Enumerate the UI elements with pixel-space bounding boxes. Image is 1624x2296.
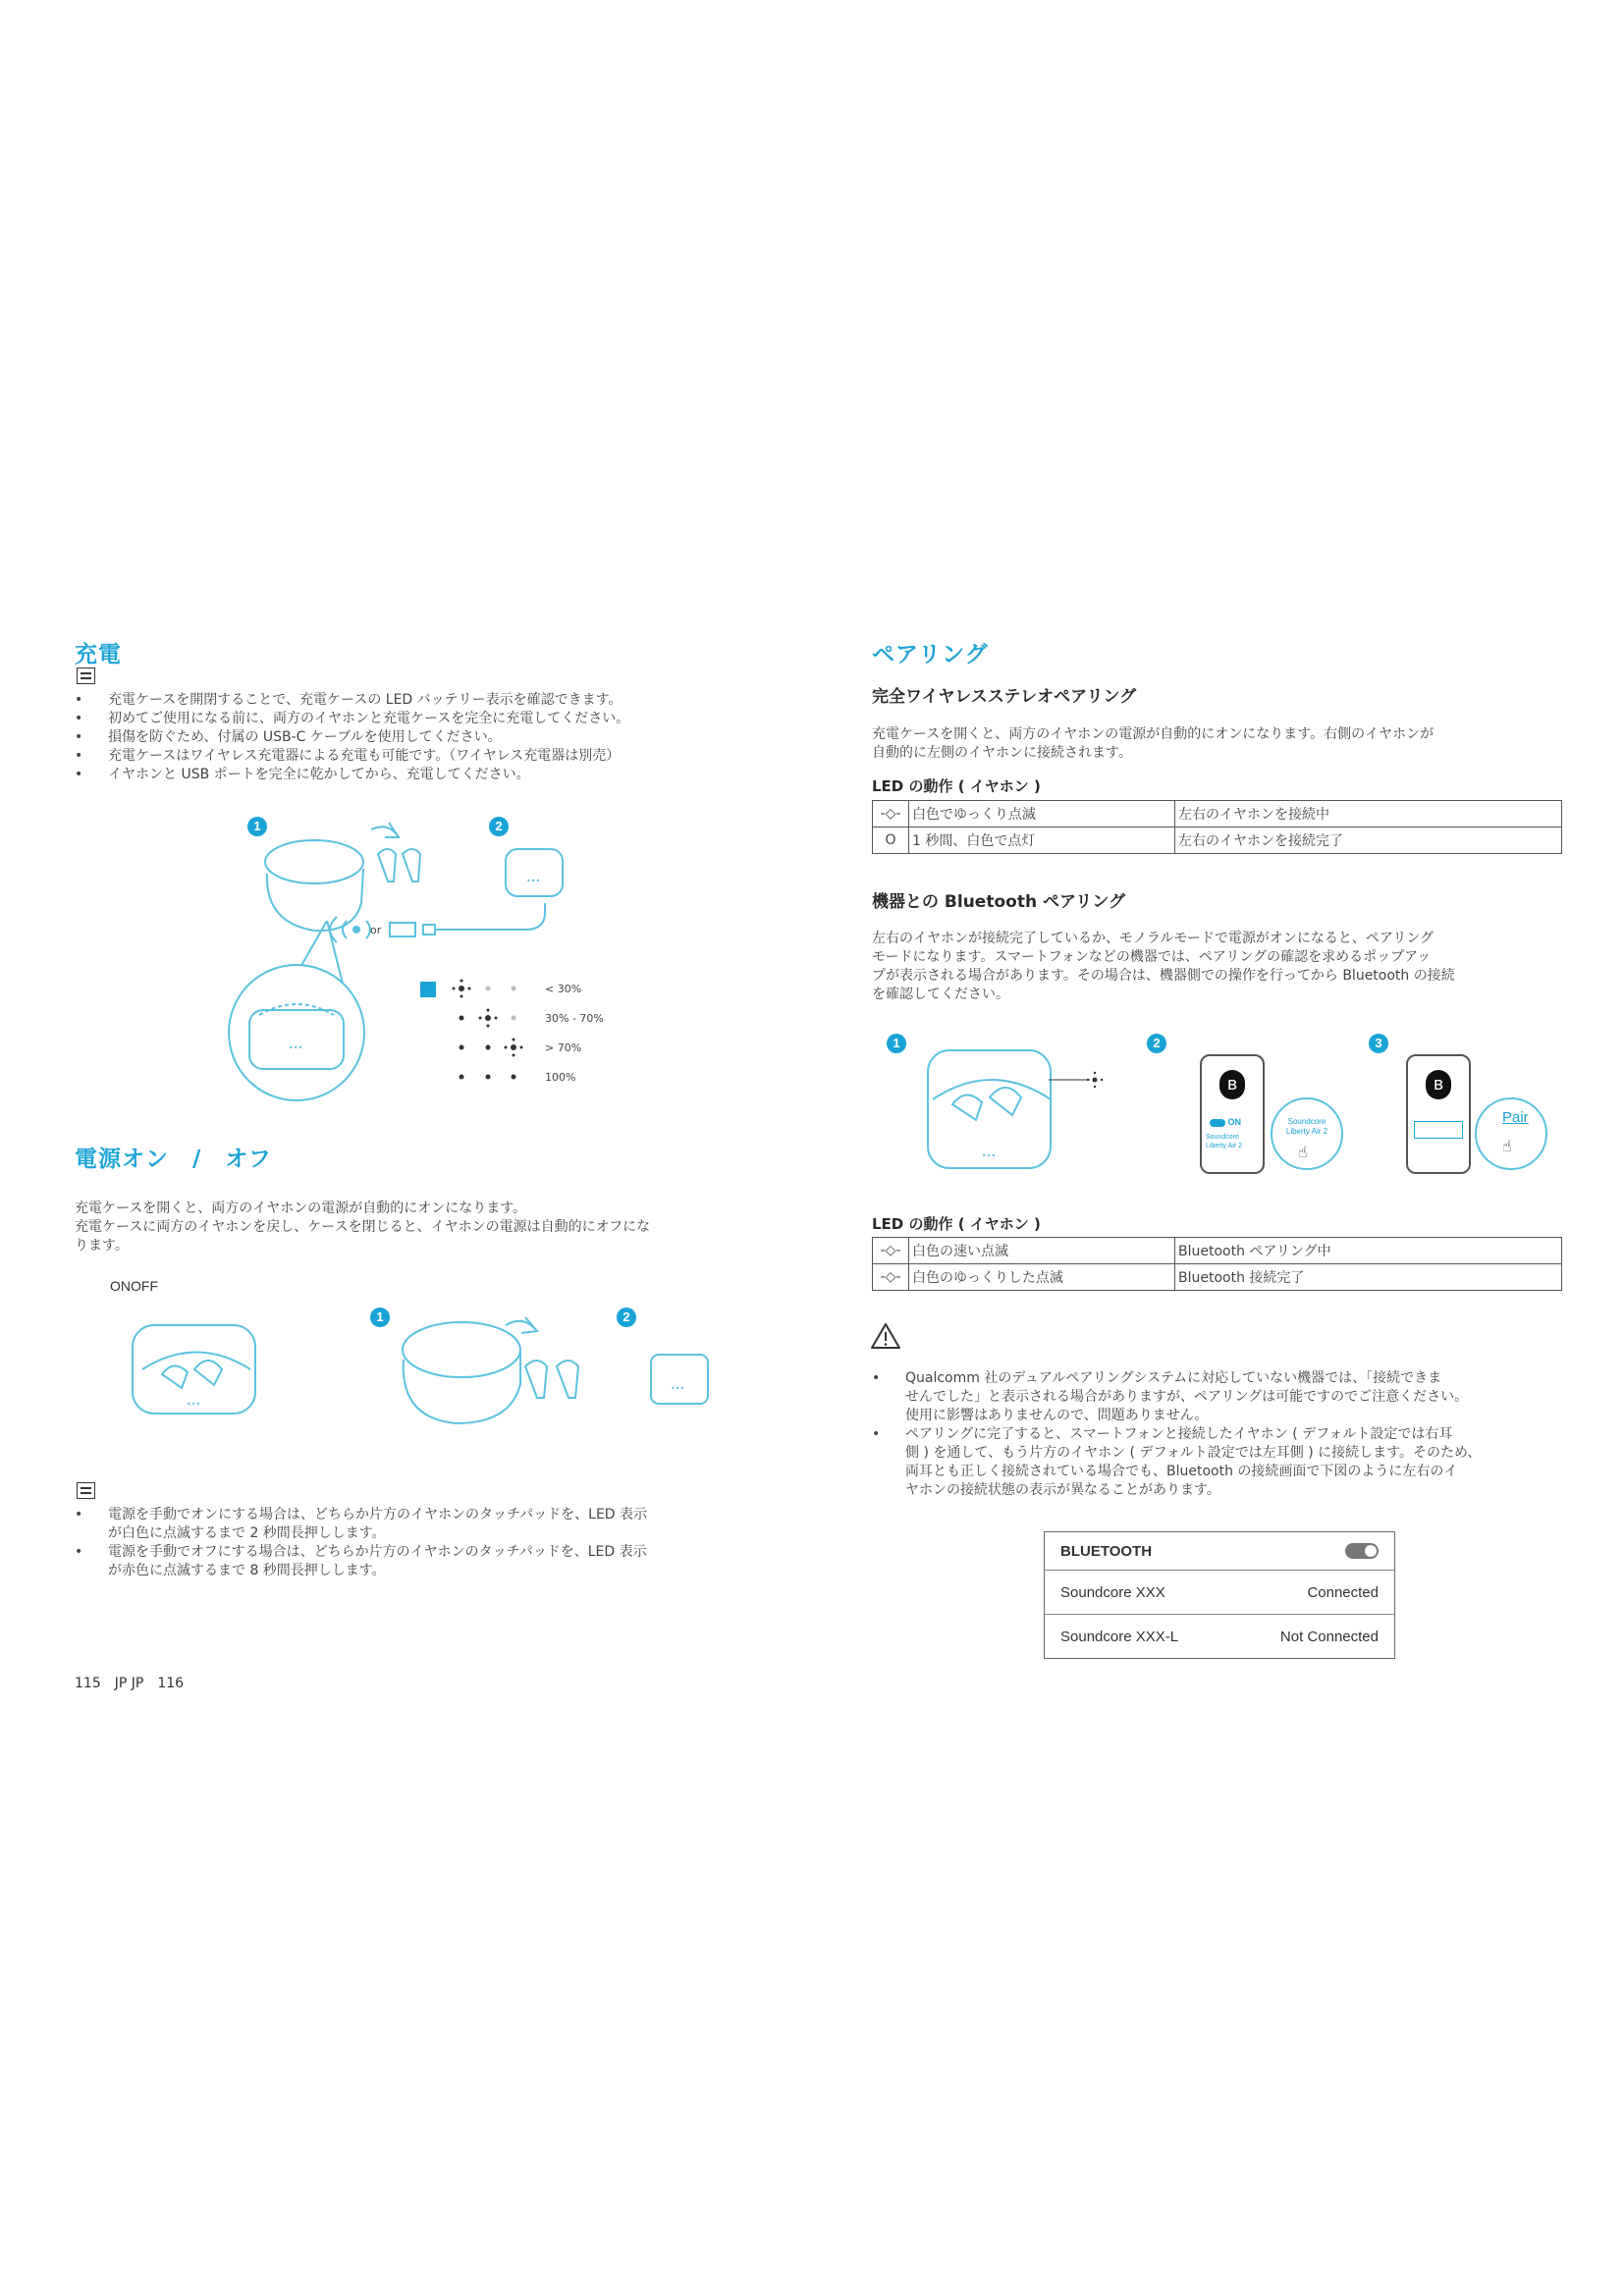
svg-text:•••: ••• xyxy=(671,1384,685,1393)
step-number: 2 xyxy=(1147,1034,1166,1053)
step-number: 1 xyxy=(887,1034,906,1053)
led-icon: -◇- xyxy=(873,1238,909,1264)
phone-illustration xyxy=(1200,1054,1265,1174)
bluetooth-header xyxy=(1045,1532,1394,1570)
led-state: 1 秒間、白色で点灯 xyxy=(909,828,1175,854)
step-number: 3 xyxy=(1369,1034,1388,1053)
device-status: Not Connected xyxy=(1279,1628,1379,1645)
bluetooth-on-label: ON xyxy=(1227,1117,1242,1127)
charging-notes xyxy=(75,691,782,784)
bluetooth-header-label: BLUETOOTH xyxy=(1060,1542,1153,1560)
tws-title: 完全ワイヤレスステレオペアリング xyxy=(872,687,1137,707)
case-open-earbuds-illustration xyxy=(128,1315,265,1423)
battery-level: < 30% xyxy=(545,983,582,995)
led-table-2 xyxy=(872,1237,1562,1291)
zoom-bubble xyxy=(1475,1097,1547,1170)
zoom-bubble xyxy=(1271,1097,1343,1170)
warning-icon xyxy=(870,1321,901,1351)
device-pairing-para: 左右のイヤホンが接続完了しているか、モノラルモードで電源がオンになると、ペアリング モードになります。スマートフォンなどの機器では、ペアリングの確認を求めるポップアッ プが表示される場合があります。その場合は、機器側での操作を行ってから Bluetooth の接続 を確認してください。 xyxy=(872,931,1455,1002)
device-name: Soundcore XXX-L xyxy=(1060,1628,1179,1645)
led-icon: O xyxy=(873,828,909,854)
pair-button[interactable]: Pair xyxy=(1502,1109,1529,1126)
onoff-label: ONOFF xyxy=(110,1278,158,1294)
list-item: • Qualcomm 社のデュアルペアリングシステムに対応していない機器では、「接続できま せんでした」と表示される場合がありますが、ペアリングは可能ですのでご注意ください。 使用に影響はありませんので、問題ありません。 xyxy=(872,1369,1579,1425)
svg-text:•••: ••• xyxy=(526,877,541,885)
led-icon: -◇- xyxy=(873,1264,909,1291)
power-title: 電源オン / オフ xyxy=(75,1147,272,1172)
list-item: • イヤホンと USB ポートを完全に乾かしてから、充電してください。 xyxy=(75,766,782,784)
pairing-warnings xyxy=(872,1369,1579,1500)
step-number: 1 xyxy=(370,1308,390,1327)
table-row xyxy=(873,1238,1562,1264)
power-para-1: 充電ケースを開くと、両方のイヤホンの電源が自動的にオンになります。 xyxy=(75,1201,527,1216)
phone-illustration xyxy=(1406,1054,1471,1174)
charging-title: 充電 xyxy=(75,642,122,667)
power-para-2: 充電ケースに両方のイヤホンを戻し、ケースを閉じると、イヤホンの電源は自動的にオフにな ります。 xyxy=(75,1219,651,1254)
list-item: • 電源を手動でオンにする場合は、どちらか片方のイヤホンのタッチパッドを、LED 表示 が白色に点滅するまで 2 秒間長押しします。 xyxy=(75,1506,801,1543)
led-desc: 左右のイヤホンを接続完了 xyxy=(1175,828,1562,854)
svg-text:•••: ••• xyxy=(289,1043,303,1052)
svg-text:•••: ••• xyxy=(982,1151,997,1160)
device-name-zoom: Soundcore Liberty Air 2 xyxy=(1285,1117,1328,1136)
power-notes xyxy=(75,1506,801,1580)
led-title: LED の動作 ( イヤホン ) xyxy=(872,777,1041,795)
led-desc: 左右のイヤホンを接続中 xyxy=(1175,801,1562,828)
pair-dialog xyxy=(1414,1121,1463,1139)
list-item: • 電源を手動でオフにする場合は、どちらか片方のイヤホンのタッチパッドを、LED 表示 が赤色に点滅するまで 8 秒間長押しします。 xyxy=(75,1543,801,1580)
page-footer: 115 JP JP 116 xyxy=(75,1676,185,1691)
list-item: • 損傷を防ぐため、付属の USB-C ケーブルを使用してください。 xyxy=(75,728,782,747)
or-label: or xyxy=(370,924,382,936)
list-item: • ペアリングに完了すると、スマートフォンと接続したイヤホン ( デフォルト設定では右耳 側 ) を通して、もう片方のイヤホン ( デフォルト設定では左耳側 ) に接続します。そのため、 両耳とも正しく接続されている場合でも、Bluetooth の接続画面で下図のように左右のイ ヤホンの接続状態の表示が異なることがあります。 xyxy=(872,1425,1579,1500)
step-number: 2 xyxy=(489,817,509,836)
led-icon: -◇- xyxy=(873,801,909,828)
device-list-item[interactable]: Soundcore Liberty Air 2 xyxy=(1206,1134,1242,1149)
table-row xyxy=(873,828,1562,854)
hand-pointer-icon: ☝ xyxy=(1502,1137,1512,1155)
table-row xyxy=(873,1264,1562,1291)
list-item: • 充電ケースはワイヤレス充電器による充電も可能です。（ワイヤレス充電器は別売） xyxy=(75,747,782,766)
device-status: Connected xyxy=(1307,1583,1379,1601)
svg-text:•••: ••• xyxy=(187,1400,201,1409)
led-state: 白色の速い点滅 xyxy=(909,1238,1175,1264)
battery-led-dots xyxy=(447,972,545,1090)
list-item: • 初めてご使用になる前に、両方のイヤホンと充電ケースを完全に充電してください。 xyxy=(75,710,782,728)
bluetooth-toggle[interactable] xyxy=(1345,1543,1379,1559)
tws-para: 充電ケースを開くと、両方のイヤホンの電源が自動的にオンになります。右側のイヤホンが 自動的に左側のイヤホンに接続されます。 xyxy=(872,726,1435,761)
bluetooth-device-row[interactable] xyxy=(1045,1614,1394,1658)
led-table-1 xyxy=(872,800,1562,854)
led-title: LED の動作 ( イヤホン ) xyxy=(872,1215,1041,1233)
led-state: 白色でゆっくり点滅 xyxy=(909,801,1175,828)
step-number: 2 xyxy=(617,1308,636,1327)
list-item: • 充電ケースを開閉することで、充電ケースの LED バッテリー表示を確認できます。 xyxy=(75,691,782,710)
battery-level: 100% xyxy=(545,1071,576,1084)
note-icon xyxy=(77,1482,95,1499)
battery-case-icon xyxy=(420,982,436,997)
led-desc: Bluetooth 接続完了 xyxy=(1175,1264,1562,1291)
bluetooth-icon: ʙ xyxy=(1426,1070,1451,1099)
hand-pointer-icon: ☝ xyxy=(1298,1143,1308,1161)
bluetooth-device-row[interactable] xyxy=(1045,1570,1394,1614)
device-name: Soundcore XXX xyxy=(1060,1583,1165,1601)
led-desc: Bluetooth ペアリング中 xyxy=(1175,1238,1562,1264)
table-row xyxy=(873,801,1562,828)
bluetooth-on-toggle[interactable] xyxy=(1210,1117,1241,1127)
case-open-pairing-illustration xyxy=(923,1041,1110,1178)
bluetooth-icon: ʙ xyxy=(1219,1070,1245,1099)
battery-level: > 70% xyxy=(545,1041,582,1054)
zoom-circle xyxy=(228,964,365,1101)
bluetooth-settings-panel xyxy=(1044,1531,1395,1659)
note-icon xyxy=(77,667,95,684)
battery-level: 30% - 70% xyxy=(545,1012,604,1025)
device-pairing-title: 機器との Bluetooth ペアリング xyxy=(872,892,1125,912)
led-state: 白色のゆっくりした点滅 xyxy=(909,1264,1175,1291)
step-number: 1 xyxy=(247,817,267,836)
pairing-title: ペアリング xyxy=(872,642,989,667)
power-off-illustration xyxy=(388,1306,712,1433)
